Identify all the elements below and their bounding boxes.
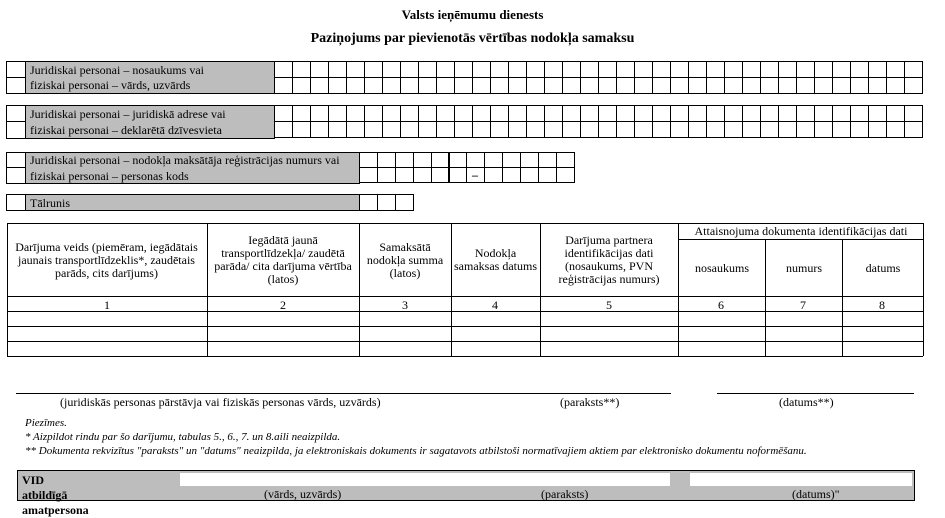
name-char-cell[interactable]: [310, 77, 329, 94]
col-header-transaction-type: Darījuma veids (piemēram, iegādātais jaunais transportlīdzeklis*, zaudētais parāds, cits darījums): [15, 239, 198, 280]
address-char-cell[interactable]: [526, 105, 545, 122]
address-char-cell[interactable]: [274, 121, 293, 138]
name-char-cell[interactable]: [850, 77, 869, 94]
address-char-cell[interactable]: [814, 105, 833, 122]
name-char-cell[interactable]: [310, 61, 329, 78]
official-name-field[interactable]: [180, 473, 670, 486]
name-char-cell[interactable]: [616, 61, 635, 78]
regnum-char-cell[interactable]: [395, 152, 414, 168]
column-number: 4: [492, 298, 498, 312]
name-char-cell[interactable]: [814, 61, 833, 78]
name-char-cell[interactable]: [688, 77, 707, 94]
column-number: 6: [718, 298, 724, 312]
address-char-cell[interactable]: [652, 121, 671, 138]
table-rule: [7, 341, 923, 342]
regnum-prefix-cell[interactable]: [6, 167, 26, 184]
name-char-cell[interactable]: [868, 61, 887, 78]
address-char-cell[interactable]: [526, 121, 545, 138]
note-2: ** Dokumenta rekvizītus "paraksts" un "datums" neaizpilda, ja elektroniskais dokuments ir sagatavots atbilstoši normatīvajiem aktiem par elektronisko dokumentu noformēšanu.: [25, 445, 807, 457]
address-char-cell[interactable]: [580, 105, 599, 122]
address-char-cell[interactable]: [472, 121, 491, 138]
column-number: 5: [606, 298, 612, 312]
address-char-cell[interactable]: [634, 105, 653, 122]
address-char-cell[interactable]: [346, 105, 365, 122]
name-char-cell[interactable]: [508, 77, 527, 94]
name-char-cell[interactable]: [706, 77, 725, 94]
name-char-cell[interactable]: [778, 61, 797, 78]
column-number: 2: [280, 298, 286, 312]
address-char-cell[interactable]: [310, 105, 329, 122]
name-char-cell[interactable]: [418, 61, 437, 78]
regnum-char-cell[interactable]: [377, 167, 396, 183]
phone-label: Tālrunis: [30, 196, 70, 210]
name-char-cell[interactable]: [436, 77, 455, 94]
col-header-tax-sum: Samaksātā nodokļa summa (latos): [366, 239, 444, 280]
address-char-cell[interactable]: [364, 121, 383, 138]
name-char-cell[interactable]: [670, 77, 689, 94]
address-char-cell[interactable]: [400, 121, 419, 138]
regnum-char-cell[interactable]: [502, 152, 521, 168]
name-label-line2: fiziskai personai – vārds, uzvārds: [30, 78, 191, 92]
name-char-cell[interactable]: [472, 61, 491, 78]
name-char-cell[interactable]: [760, 77, 779, 94]
date-label: (datums**): [779, 395, 834, 409]
col-header-document-group: Attaisnojuma dokumenta identifikācijas dati: [694, 223, 908, 238]
column-number: 8: [879, 298, 885, 312]
notes-heading: Piezīmes.: [25, 417, 67, 429]
address-char-cell[interactable]: [382, 105, 401, 122]
name-char-cell[interactable]: [742, 61, 761, 78]
address-char-cell[interactable]: [544, 105, 563, 122]
address-char-cell[interactable]: [328, 121, 347, 138]
address-char-cell[interactable]: [562, 105, 581, 122]
name-char-cell[interactable]: [418, 77, 437, 94]
name-char-cell[interactable]: [544, 61, 563, 78]
regnum-label-line2: fiziskai personai – personas kods: [30, 169, 189, 183]
address-char-cell[interactable]: [418, 105, 437, 122]
name-char-cell[interactable]: [598, 77, 617, 94]
name-char-cell[interactable]: [868, 77, 887, 94]
name-char-cell[interactable]: [688, 61, 707, 78]
name-char-cell[interactable]: [400, 61, 419, 78]
address-char-cell[interactable]: [850, 105, 869, 122]
table-rule: [7, 326, 923, 327]
note-1: * Aizpildot rindu par šo darījumu, tabulas 5., 6., 7. un 8.aili neaizpilda.: [25, 431, 341, 443]
table-rule: [7, 356, 923, 357]
phone-char-cell[interactable]: [359, 194, 378, 211]
name-char-cell[interactable]: [670, 61, 689, 78]
name-char-cell[interactable]: [292, 77, 311, 94]
table-rule: [923, 223, 924, 356]
name-char-cell[interactable]: [904, 77, 923, 94]
date-line: [717, 393, 914, 394]
name-char-cell[interactable]: [508, 61, 527, 78]
name-char-cell[interactable]: [724, 61, 743, 78]
name-char-cell[interactable]: [598, 61, 617, 78]
name-char-cell[interactable]: [760, 61, 779, 78]
name-char-cell[interactable]: [886, 77, 905, 94]
address-char-cell[interactable]: [886, 121, 905, 138]
address-char-cell[interactable]: [760, 121, 779, 138]
table-rule: [7, 296, 923, 297]
name-char-cell[interactable]: [850, 61, 869, 78]
address-char-cell[interactable]: [742, 121, 761, 138]
column-number: 3: [402, 298, 408, 312]
address-char-cell[interactable]: [796, 121, 815, 138]
name-char-cell[interactable]: [544, 77, 563, 94]
page-title: Paziņojums par pievienotās vērtības nodokļa samaksu: [310, 31, 635, 46]
name-char-cell[interactable]: [652, 61, 671, 78]
name-char-cell[interactable]: [706, 61, 725, 78]
table-rule: [7, 311, 923, 312]
address-char-cell[interactable]: [400, 105, 419, 122]
name-char-cell[interactable]: [796, 61, 815, 78]
address-char-cell[interactable]: [508, 121, 527, 138]
regnum-char-cell[interactable]: [395, 167, 414, 183]
address-char-cell[interactable]: [346, 121, 365, 138]
col-header-doc-date: datums: [865, 260, 901, 275]
agency-name: Valsts ieņēmumu dienests: [401, 7, 544, 22]
address-char-cell[interactable]: [562, 121, 581, 138]
address-label-line2: fiziskai personai – deklarētā dzīvesvieta: [30, 123, 222, 137]
official-title: VID atbildīgā amatpersona: [22, 473, 89, 517]
name-char-cell[interactable]: [454, 77, 473, 94]
regnum-dash: –: [472, 168, 478, 182]
regnum-char-cell[interactable]: [484, 152, 503, 168]
address-char-cell[interactable]: [760, 105, 779, 122]
address-char-cell[interactable]: [454, 121, 473, 138]
address-char-cell[interactable]: [706, 105, 725, 122]
address-char-cell[interactable]: [472, 105, 491, 122]
name-char-cell[interactable]: [562, 61, 581, 78]
name-char-cell[interactable]: [274, 61, 293, 78]
address-char-cell[interactable]: [724, 121, 743, 138]
address-prefix-cell[interactable]: [6, 121, 26, 139]
name-char-cell[interactable]: [292, 61, 311, 78]
name-char-cell[interactable]: [490, 61, 509, 78]
regnum-label-line1: Juridiskai personai – nodokļa maksātāja reģistrācijas numurs vai: [30, 153, 340, 167]
phone-char-cell[interactable]: [377, 194, 396, 211]
address-char-cell[interactable]: [778, 105, 797, 122]
regnum-char-cell[interactable]: [449, 152, 468, 168]
regnum-prefix-cell[interactable]: [6, 152, 26, 168]
name-char-cell[interactable]: [328, 77, 347, 94]
name-char-cell[interactable]: [796, 77, 815, 94]
regnum-char-cell[interactable]: [377, 152, 396, 168]
signature-line: [16, 393, 671, 394]
address-char-cell[interactable]: [868, 105, 887, 122]
address-char-cell[interactable]: [490, 105, 509, 122]
regnum-char-cell[interactable]: [449, 167, 468, 183]
regnum-char-cell[interactable]: [520, 167, 539, 183]
name-char-cell[interactable]: [364, 77, 383, 94]
regnum-char-cell[interactable]: [538, 167, 557, 183]
regnum-char-cell[interactable]: [359, 167, 378, 183]
address-char-cell[interactable]: [832, 105, 851, 122]
regnum-char-cell[interactable]: [484, 167, 503, 183]
address-char-cell[interactable]: [454, 105, 473, 122]
address-char-cell[interactable]: [490, 121, 509, 138]
name-char-cell[interactable]: [400, 77, 419, 94]
address-char-cell[interactable]: [706, 121, 725, 138]
address-char-cell[interactable]: [796, 105, 815, 122]
name-char-cell[interactable]: [364, 61, 383, 78]
name-char-cell[interactable]: [490, 77, 509, 94]
name-char-cell[interactable]: [580, 61, 599, 78]
signature-label: (paraksts**): [560, 395, 620, 409]
address-char-cell[interactable]: [652, 105, 671, 122]
regnum-char-cell[interactable]: [466, 152, 485, 168]
regnum-char-cell[interactable]: [413, 167, 432, 183]
regnum-char-cell[interactable]: [520, 152, 539, 168]
address-char-cell[interactable]: [670, 121, 689, 138]
name-char-cell[interactable]: [904, 61, 923, 78]
col-header-payment-date: Nodokļa samaksas datums: [454, 246, 537, 273]
address-char-cell[interactable]: [904, 121, 923, 138]
official-sign-label: (paraksts): [541, 487, 589, 501]
name-char-cell[interactable]: [346, 61, 365, 78]
name-char-cell[interactable]: [814, 77, 833, 94]
address-char-cell[interactable]: [382, 121, 401, 138]
name-char-cell[interactable]: [724, 77, 743, 94]
col-header-doc-number: numurs: [786, 260, 822, 275]
name-prefix-cell[interactable]: [6, 77, 26, 94]
name-char-cell[interactable]: [832, 77, 851, 94]
name-label-line1: Juridiskai personai – nosaukums vai: [30, 63, 204, 77]
regnum-char-cell[interactable]: [431, 167, 450, 183]
official-name-label: (vārds, uzvārds): [264, 487, 342, 501]
address-char-cell[interactable]: [508, 105, 527, 122]
address-char-cell[interactable]: [742, 105, 761, 122]
column-number: 7: [800, 298, 806, 312]
address-char-cell[interactable]: [904, 105, 923, 122]
name-char-cell[interactable]: [436, 61, 455, 78]
official-date-label: (datums)": [792, 487, 840, 501]
name-char-cell[interactable]: [580, 77, 599, 94]
address-char-cell[interactable]: [616, 105, 635, 122]
address-label-line1: Juridiskai personai – juridiskā adrese vai: [30, 107, 226, 121]
address-char-cell[interactable]: [310, 121, 329, 138]
address-char-cell[interactable]: [724, 105, 743, 122]
name-char-cell[interactable]: [328, 61, 347, 78]
address-char-cell[interactable]: [814, 121, 833, 138]
name-char-cell[interactable]: [562, 77, 581, 94]
address-char-cell[interactable]: [436, 105, 455, 122]
column-number: 1: [104, 298, 110, 312]
address-char-cell[interactable]: [292, 105, 311, 122]
address-char-cell[interactable]: [364, 105, 383, 122]
address-char-cell[interactable]: [616, 121, 635, 138]
address-char-cell[interactable]: [418, 121, 437, 138]
col-header-value: Iegādātā jaunā transportlīdzekļa/ zaudētā parāda/ cita darījuma vērtība (latos): [214, 233, 352, 286]
name-char-cell[interactable]: [346, 77, 365, 94]
address-char-cell[interactable]: [328, 105, 347, 122]
address-char-cell[interactable]: [778, 121, 797, 138]
official-date-field[interactable]: [690, 473, 912, 486]
regnum-char-cell[interactable]: [538, 152, 557, 168]
regnum-char-cell[interactable]: [556, 167, 575, 183]
name-prefix-cell[interactable]: [6, 61, 26, 78]
regnum-char-cell[interactable]: [359, 152, 378, 168]
address-char-cell[interactable]: [274, 105, 293, 122]
address-char-cell[interactable]: [688, 121, 707, 138]
phone-prefix-cell[interactable]: [6, 194, 26, 211]
address-char-cell[interactable]: [436, 121, 455, 138]
name-char-cell[interactable]: [472, 77, 491, 94]
address-char-cell[interactable]: [670, 105, 689, 122]
name-char-cell[interactable]: [832, 61, 851, 78]
name-char-cell[interactable]: [382, 61, 401, 78]
address-char-cell[interactable]: [832, 121, 851, 138]
address-char-cell[interactable]: [580, 121, 599, 138]
representative-name-label: (juridiskās personas pārstāvja vai fiziskās personas vārds, uzvārds): [60, 395, 381, 409]
name-char-cell[interactable]: [886, 61, 905, 78]
address-char-cell[interactable]: [634, 121, 653, 138]
address-char-cell[interactable]: [868, 121, 887, 138]
phone-char-cell[interactable]: [395, 194, 414, 211]
name-char-cell[interactable]: [454, 61, 473, 78]
address-char-cell[interactable]: [598, 121, 617, 138]
col-header-partner: Darījuma partnera identifikācijas dati (nosaukums, PVN reģistrācijas numurs): [558, 233, 660, 286]
address-char-cell[interactable]: [688, 105, 707, 122]
regnum-char-cell[interactable]: [556, 152, 575, 168]
address-char-cell[interactable]: [886, 105, 905, 122]
name-char-cell[interactable]: [652, 77, 671, 94]
regnum-char-cell[interactable]: [431, 152, 450, 168]
regnum-char-cell[interactable]: [413, 152, 432, 168]
address-char-cell[interactable]: [850, 121, 869, 138]
address-char-cell[interactable]: [598, 105, 617, 122]
name-char-cell[interactable]: [778, 77, 797, 94]
name-char-cell[interactable]: [616, 77, 635, 94]
name-char-cell[interactable]: [526, 77, 545, 94]
name-char-cell[interactable]: [634, 61, 653, 78]
name-char-cell[interactable]: [526, 61, 545, 78]
regnum-char-cell[interactable]: [502, 167, 521, 183]
phone-label-box: [25, 194, 360, 211]
address-char-cell[interactable]: [292, 121, 311, 138]
name-char-cell[interactable]: [274, 77, 293, 94]
name-char-cell[interactable]: [382, 77, 401, 94]
address-prefix-cell[interactable]: [6, 105, 26, 122]
col-header-doc-name: nosaukums: [695, 260, 749, 275]
name-char-cell[interactable]: [742, 77, 761, 94]
name-char-cell[interactable]: [634, 77, 653, 94]
address-char-cell[interactable]: [544, 121, 563, 138]
